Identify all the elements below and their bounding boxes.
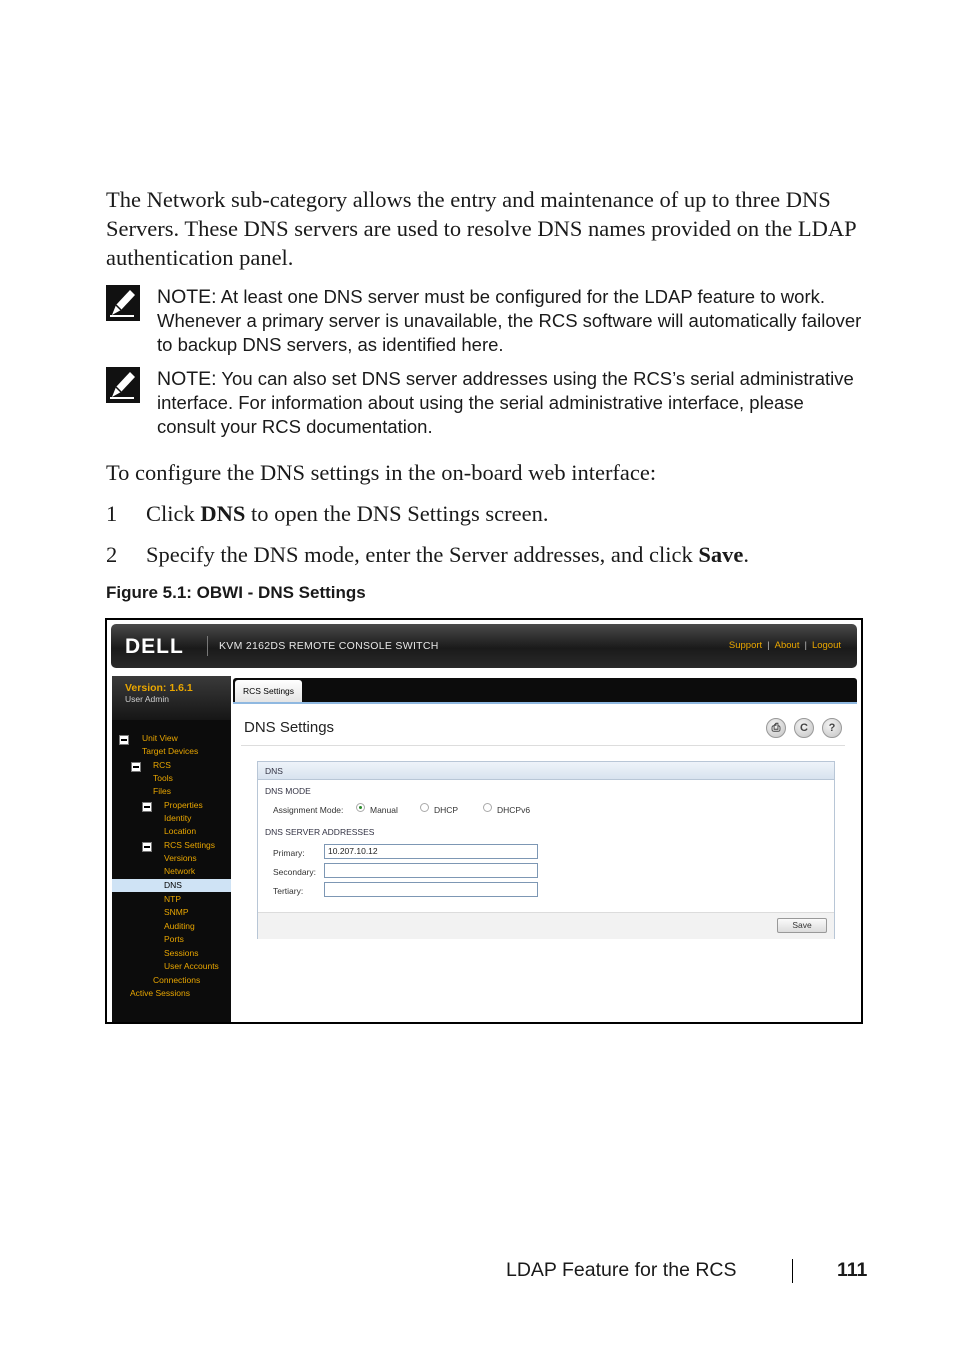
panel-title: DNS	[265, 766, 283, 776]
tree-ports[interactable]: Ports	[164, 934, 184, 944]
tree-target-devices[interactable]: Target Devices	[142, 746, 199, 756]
assignment-mode-label: Assignment Mode:	[273, 805, 344, 815]
obwi-screenshot	[105, 618, 863, 1024]
radio-dhcp-label: DHCP	[434, 805, 459, 815]
radio-manual[interactable]	[356, 803, 365, 812]
tree-network[interactable]: Network	[164, 866, 196, 876]
about-link[interactable]: About	[774, 640, 800, 651]
title-divider	[241, 745, 845, 746]
tree-rcs-settings[interactable]: RCS Settings	[164, 840, 216, 850]
header-links	[729, 640, 841, 651]
tree-connections[interactable]: Connections	[153, 975, 201, 985]
step-number: 2	[106, 542, 118, 567]
note-body: At least one DNS server must be configured for the LDAP feature to work. Whenever a primary server is unavailable, the RCS software will automatically failover to backup DNS servers, as identified here.	[157, 286, 862, 355]
support-link[interactable]: Support	[728, 640, 763, 651]
page-title: DNS Settings	[244, 719, 335, 736]
tree-rcs[interactable]: RCS	[153, 760, 171, 770]
tree-ntp[interactable]: NTP	[164, 894, 181, 904]
tree-snmp[interactable]: SNMP	[164, 907, 189, 917]
radio-manual-label: Manual	[370, 805, 398, 815]
collapse-toggle-icon[interactable]	[142, 802, 152, 812]
help-icon[interactable]: ?	[822, 718, 842, 738]
step-text-pre: Click	[146, 501, 201, 526]
tab-bar	[233, 678, 857, 702]
pencil-note-icon	[106, 367, 140, 403]
collapse-toggle-icon[interactable]	[119, 735, 129, 745]
tree-dns[interactable]	[112, 879, 231, 892]
dell-logo: DELL	[125, 635, 184, 658]
step-text-post: .	[743, 542, 749, 567]
print-icon[interactable]: ⎙	[766, 718, 786, 738]
tree-auditing[interactable]: Auditing	[164, 921, 195, 931]
primary-label: Primary:	[273, 848, 305, 858]
tree-sessions[interactable]: Sessions	[164, 948, 199, 958]
radio-dhcpv6[interactable]	[483, 803, 492, 812]
dns-mode-heading: DNS MODE	[265, 786, 311, 796]
pencil-note-icon	[106, 285, 140, 321]
tertiary-label: Tertiary:	[273, 886, 304, 896]
version-label: Version: 1.6.1	[125, 682, 193, 694]
tab-underline	[233, 702, 857, 704]
tree-identity[interactable]: Identity	[164, 813, 192, 823]
save-button[interactable]: Save	[777, 918, 827, 933]
tree-location[interactable]: Location	[164, 826, 197, 836]
intro-paragraph: The Network sub-category allows the entry and maintenance of up to three DNS Servers. These DNS servers are used to resolve DNS names provided on the LDAP authentication panel.	[106, 187, 856, 270]
link-separator: |	[804, 640, 807, 651]
sidebar	[112, 676, 231, 1024]
note-2-text	[157, 367, 867, 439]
step-text	[146, 499, 548, 528]
tree-dns-label: DNS	[164, 880, 182, 890]
panel-header	[258, 762, 834, 780]
link-separator: |	[767, 640, 770, 651]
radio-dhcpv6-label: DHCPv6	[497, 805, 531, 815]
tree-user-accounts[interactable]: User Accounts	[164, 961, 219, 971]
note-1-text	[157, 285, 867, 357]
logout-link[interactable]: Logout	[811, 640, 841, 651]
step-keyword: DNS	[200, 501, 246, 526]
tree-tools[interactable]: Tools	[153, 773, 173, 783]
page-number: 111	[837, 1259, 868, 1281]
collapse-toggle-icon[interactable]	[142, 842, 152, 852]
step-text-post: to open the DNS Settings screen.	[245, 501, 549, 526]
figure-caption: Figure 5.1: OBWI - DNS Settings	[106, 583, 366, 602]
refresh-icon[interactable]: C	[794, 718, 814, 738]
product-name: KVM 2162DS REMOTE CONSOLE SWITCH	[219, 640, 439, 652]
step-text	[146, 540, 749, 569]
tree-files[interactable]: Files	[153, 786, 171, 796]
tree-versions[interactable]: Versions	[164, 853, 197, 863]
tertiary-dns-input[interactable]	[324, 882, 538, 897]
sidebar-header	[112, 676, 231, 720]
app-header	[111, 624, 857, 668]
header-divider	[207, 636, 208, 656]
note-label: NOTE:	[157, 286, 217, 308]
radio-dhcp[interactable]	[420, 803, 429, 812]
panel-footer	[258, 912, 834, 939]
step-text-pre: Specify the DNS mode, enter the Server addresses, and click	[146, 542, 699, 567]
tree-active-sessions[interactable]: Active Sessions	[130, 988, 190, 998]
secondary-label: Secondary:	[273, 867, 316, 877]
note-body: You can also set DNS server addresses using the RCS’s serial administrative interface. For information about using the serial administrative interface, please consult your RCS documentation.	[157, 368, 854, 437]
configure-intro: To configure the DNS settings in the on-board web interface:	[106, 460, 657, 485]
dns-panel	[257, 761, 835, 939]
note-label: NOTE:	[157, 368, 217, 390]
step-keyword: Save	[698, 542, 744, 567]
primary-dns-input[interactable]: 10.207.10.12	[324, 844, 538, 859]
step-number: 1	[106, 501, 118, 526]
user-label: User Admin	[125, 694, 169, 704]
tree-properties[interactable]: Properties	[164, 800, 203, 810]
collapse-toggle-icon[interactable]	[131, 762, 141, 772]
footer-separator	[792, 1259, 793, 1283]
tree-unit-view[interactable]: Unit View	[142, 733, 178, 743]
secondary-dns-input[interactable]	[324, 863, 538, 878]
tab-rcs-settings[interactable]: RCS Settings	[235, 680, 302, 702]
dns-server-heading: DNS SERVER ADDRESSES	[265, 827, 375, 837]
footer-title: LDAP Feature for the RCS	[506, 1259, 737, 1281]
